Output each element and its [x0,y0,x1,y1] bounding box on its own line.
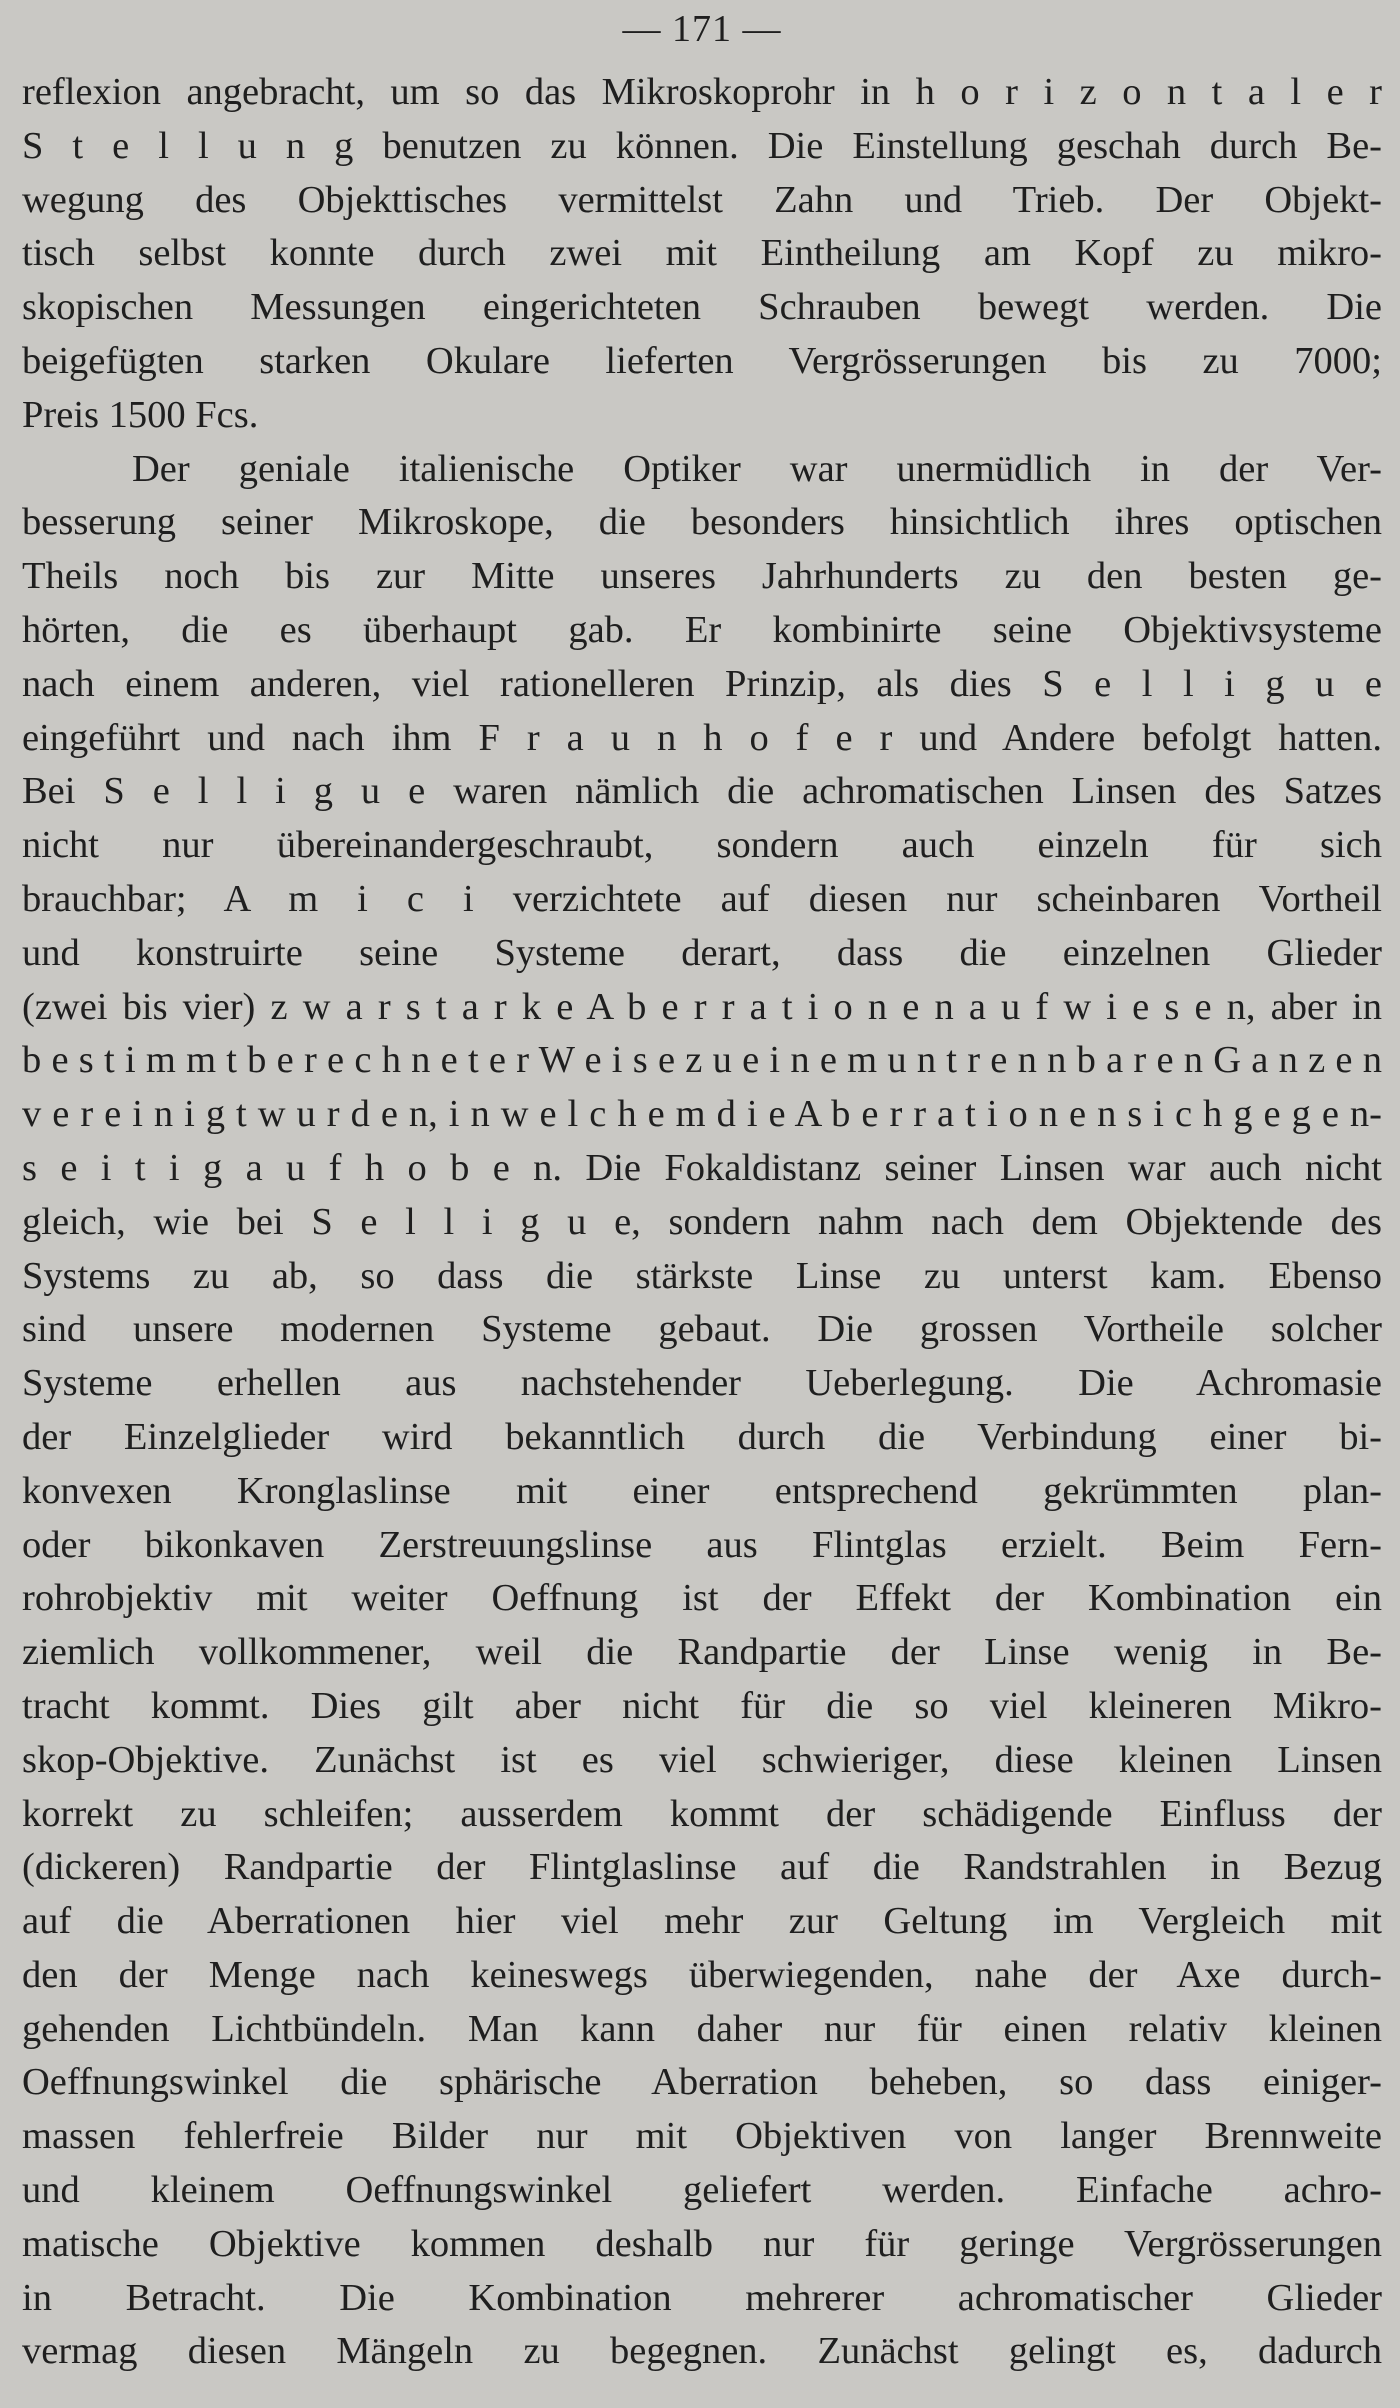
text-line: beigefügten starken Okulare lieferten Vergrösserungen bis zu 7000; [22,339,1382,382]
text-line: nicht nur übereinandergeschraubt, sondern auch einzeln für sich [22,824,1382,867]
text-line: (dickeren) Randpartie der Flintglaslinse auf die Randstrahlen in Bezug [22,1846,1382,1889]
text-line: S t e l l u n g benutzen zu können. Die Einstellung geschah durch Be- [22,124,1382,167]
text-line: gleich, wie bei S e l l i g u e, sondern nahm nach dem Objektende des [22,1200,1382,1243]
text-line: besserung seiner Mikroskope, die besonders hinsichtlich ihres optischen [22,501,1382,544]
text-line: Bei S e l l i g u e waren nämlich die achromatischen Linsen des Satzes [22,770,1382,813]
text-line: skopischen Messungen eingerichteten Schrauben bewegt werden. Die [22,286,1382,329]
text-line: Der geniale italienische Optiker war unermüdlich in der Ver- [132,447,1382,490]
text-line: den der Menge nach keineswegs überwiegenden, nahe der Axe durch- [22,1953,1382,1996]
text-line: tisch selbst konnte durch zwei mit Eintheilung am Kopf zu mikro- [22,232,1382,275]
text-line: Theils noch bis zur Mitte unseres Jahrhunderts zu den besten ge- [22,555,1382,598]
text-line: oder bikonkaven Zerstreuungslinse aus Flintglas erzielt. Beim Fern- [22,1523,1382,1566]
text-line: brauchbar; A m i c i verzichtete auf diesen nur scheinbaren Vortheil [22,877,1382,920]
text-line: Oeffnungswinkel die sphärische Aberration beheben, so dass einiger- [22,2061,1382,2104]
text-line: eingeführt und nach ihm F r a u n h o f e r und Andere befolgt hatten. [22,716,1382,759]
text-line: sind unsere modernen Systeme gebaut. Die grossen Vortheile solcher [22,1308,1382,1351]
text-line: wegung des Objekttisches vermittelst Zahn und Trieb. Der Objekt- [22,178,1382,221]
text-line: der Einzelglieder wird bekanntlich durch die Verbindung einer bi- [22,1415,1382,1458]
text-line: (zwei bis vier) z w a r s t a r k e A b e r r a t i o n e n a u f w i e s e n, aber in [22,985,1382,1028]
body-text [22,66,1382,2379]
text-line: korrekt zu schleifen; ausserdem kommt der schädigende Einfluss der [22,1792,1382,1835]
text-line: tracht kommt. Dies gilt aber nicht für die so viel kleineren Mikro- [22,1684,1382,1727]
text-line: konvexen Kronglaslinse mit einer entsprechend gekrümmten plan- [22,1469,1382,1512]
text-line: Systems zu ab, so dass die stärkste Linse zu unterst kam. Ebenso [22,1254,1382,1297]
text-line: gehenden Lichtbündeln. Man kann daher nur für einen relativ kleinen [22,2007,1382,2050]
text-line: massen fehlerfreie Bilder nur mit Objektiven von langer Brennweite [22,2115,1382,2158]
text-line: Preis 1500 Fcs. [22,393,259,436]
text-line: reflexion angebracht, um so das Mikroskoprohr in h o r i z o n t a l e r [22,71,1382,113]
text-line: b e s t i m m t b e r e c h n e t e r W e i s e z u e i n e m u n t r e n n b a r e n G a n z e n [22,1039,1382,1082]
text-line: vermag diesen Mängeln zu begegnen. Zunächst gelingt es, dadurch [22,2330,1382,2373]
text-line: auf die Aberrationen hier viel mehr zur Geltung im Vergleich mit [22,1900,1382,1943]
text-line: v e r e i n i g t w u r d e n, i n w e l c h e m d i e A b e r r a t i o n e n s i c h g e g e n- [22,1093,1382,1136]
text-line: in Betracht. Die Kombination mehrerer achromatischer Glieder [22,2276,1382,2319]
text-line: nach einem anderen, viel rationelleren Prinzip, als dies S e l l i g u e [22,662,1382,705]
page-number: — 171 — [622,8,782,50]
text-line: und kleinem Oeffnungswinkel geliefert werden. Einfache achro- [22,2169,1382,2212]
text-line: hörten, die es überhaupt gab. Er kombinirte seine Objektivsysteme [22,608,1382,651]
text-line: skop-Objektive. Zunächst ist es viel schwieriger, diese kleinen Linsen [22,1738,1382,1781]
text-line: rohrobjektiv mit weiter Oeffnung ist der Effekt der Kombination ein [22,1577,1382,1620]
text-line: matische Objektive kommen deshalb nur für geringe Vergrösserungen [22,2222,1382,2265]
text-line: und konstruirte seine Systeme derart, dass die einzelnen Glieder [22,931,1382,974]
text-line: s e i t i g a u f h o b e n. Die Fokaldistanz seiner Linsen war auch nicht [22,1146,1382,1189]
text-line: Systeme erhellen aus nachstehender Ueberlegung. Die Achromasie [22,1362,1382,1405]
text-line: ziemlich vollkommener, weil die Randpartie der Linse wenig in Be- [22,1631,1382,1674]
